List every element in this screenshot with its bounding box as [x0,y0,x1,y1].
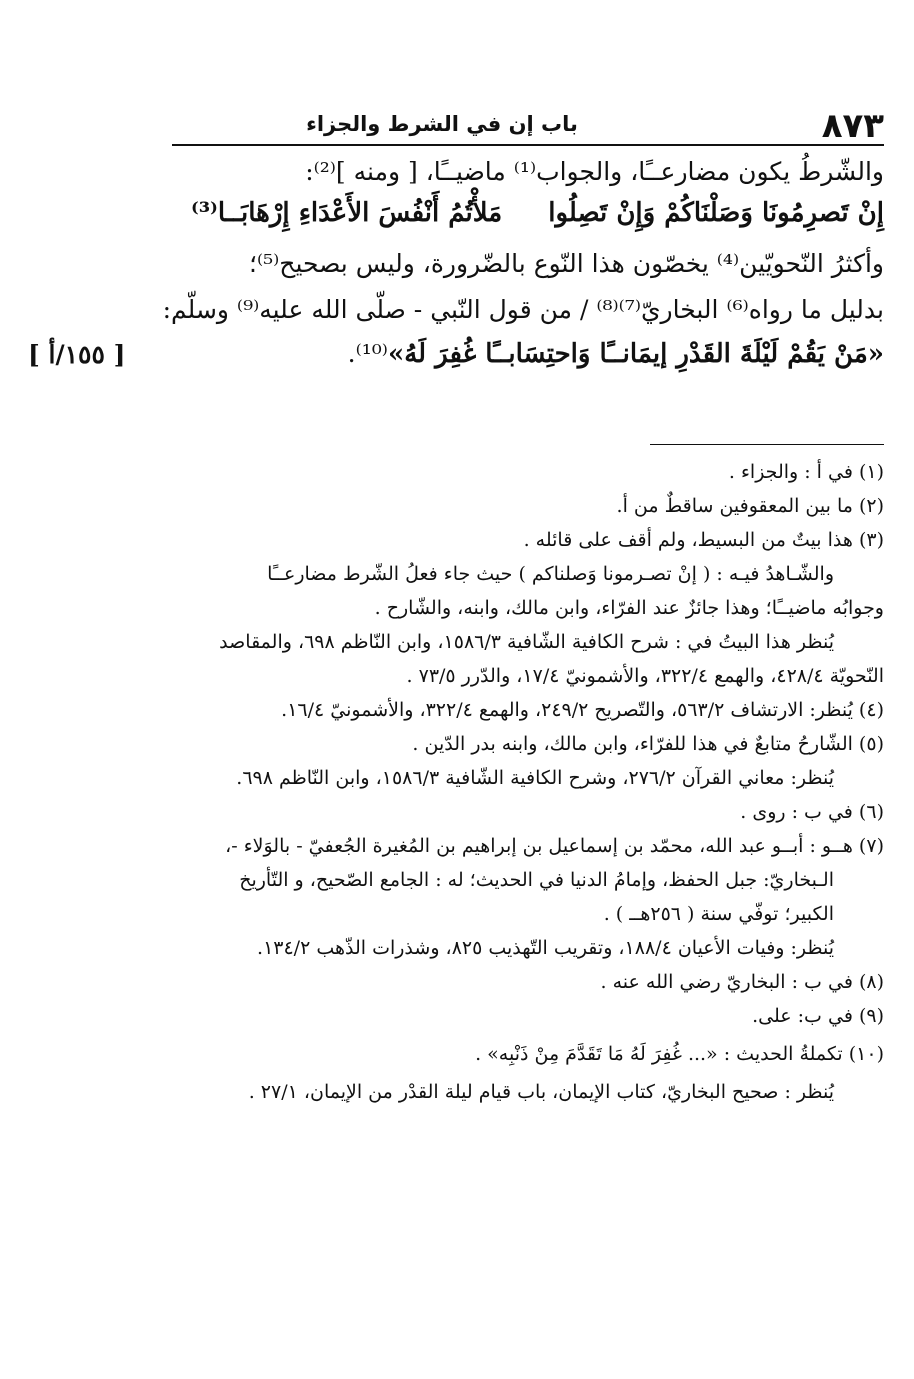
footnote-separator [650,444,884,445]
footnote-continuation: يُنظر: وفيات الأعيان ١٨٨/٤، وتقريب التّهذيب ٨٢٥، وشذرات الذّهب ١٣٤/٢. [257,937,834,959]
footnote-continuation: والشّـاهدُ فيـه : ( إنْ تصـرمونا وَصلناكم ) حيث جاء فعلُ الشّرط مضارعــًا [267,563,834,585]
footnote: (١٠) تكملةُ الحديث : «... غُفِرَ لَهُ مَا تَقَدَّمَ مِنْ ذَنْبِه» . [475,1043,884,1065]
footnote: (٦) في ب : روى . [740,801,884,823]
footnote: (١) في أ : والجزاء . [728,461,884,483]
main-line-4: بدليل ما رواه⁽⁶⁾ البخاريّ⁽⁷⁾⁽⁸⁾ / من قول النّبي - صلّى الله عليه⁽⁹⁾ وسلّم: [162,295,884,324]
page-header [172,102,884,150]
verse-first-hemistich: إِنْ تَصرِمُونَا وَصَلْنَاكُمْ وَإِنْ تَصِلُوا [548,198,884,228]
main-text [162,157,884,369]
main-line-1: والشّرطُ يكون مضارعــًا، والجواب⁽¹⁾ ماضيــًا، [ ومنه ]⁽²⁾: [305,157,884,186]
manuscript-folio-ref: [ ١٥٥/أ ] [28,340,126,369]
hadith-line [172,340,884,368]
footnote-continuation: يُنظر: معاني القرآن ٢٧٦/٢، وشرح الكافية الشّافية ١٥٨٦/٣، وابن النّاظم ٦٩٨. [236,767,834,789]
running-title: باب إن في الشرط والجزاء [306,112,578,136]
header-rule [172,144,884,146]
footnote: (٩) في ب: على. [752,1005,884,1027]
hadith-quote: «مَنْ يَقُمْ لَيْلَةَ القَدْرِ إيمَانــًا وَاحتِسَابــًا غُفِرَ لَهُ» [387,339,884,369]
footnote-continuation: يُنظر : صحيح البخاريّ، كتاب الإيمان، باب قيام ليلة القدْر من الإيمان، ٢٧/١ . [248,1081,834,1103]
footnote-continuation: الكبير؛ توفّي سنة ( ٢٥٦هــ ) . [603,903,834,925]
footnote: (٢) ما بين المعقوفين ساقطٌ من أ. [616,495,884,517]
hadith-footnote-ref: ⁽¹⁰⁾. [347,339,388,368]
footnote: (٣) هذا بيتٌ من البسيط، ولم أقف على قائله . [523,529,884,551]
footnote: (٥) الشّارحُ متابعٌ في هذا للفرّاء، وابن مالك، وابنه بدر الدّين . [412,733,884,755]
page-number: ٨٧٣ [821,106,884,146]
footnote-continuation: الـبخاريّ: جبل الحفظ، وإمامُ الدنيا في الحديث؛ له : الجامع الصّحيح، و التّأريخ [239,869,834,891]
poem-verse [172,196,884,230]
footnote-continuation: النّحويّة ٤٢٨/٤، والهمع ٣٢٢/٤، والأشمونيّ ١٧/٤، والدّرر ٧٣/٥ . [406,665,884,687]
main-line-3: وأكثرُ النّحويّين⁽⁴⁾ يخصّون هذا النّوع بالضّرورة، وليس بصحيح⁽⁵⁾؛ [249,249,884,278]
footnote: (٧) هــو : أبــو عبد الله، محمّد بن إسماعيل بن إبراهيم بن المُغيرة الجُعفيّ - بالوَلاء -، [225,835,884,857]
footnote: (٤) يُنظر: الارتشاف ٥٦٣/٢، والتّصريح ٢٤٩/٢، والهمع ٣٢٢/٤، والأشمونيّ ١٦/٤. [281,699,884,721]
footnote: (٨) في ب : البخاريّ رضي الله عنه . [600,971,884,993]
verse-second-hemistich: مَلأْتُمُ أَنْفُسَ الأَعْدَاءِ إِرْهَابَــا⁽³⁾ [190,198,503,228]
footnotes [168,462,884,1102]
footnote-continuation: وجوابُه ماضيــًا؛ وهذا جائزٌ عند الفرّاء، وابن مالك، وابنه، والشّارح . [374,597,884,619]
footnote-continuation: يُنظر هذا البيتُ في : شرح الكافية الشّافية ١٥٨٦/٣، وابن النّاظم ٦٩٨، والمقاصد [219,631,834,653]
